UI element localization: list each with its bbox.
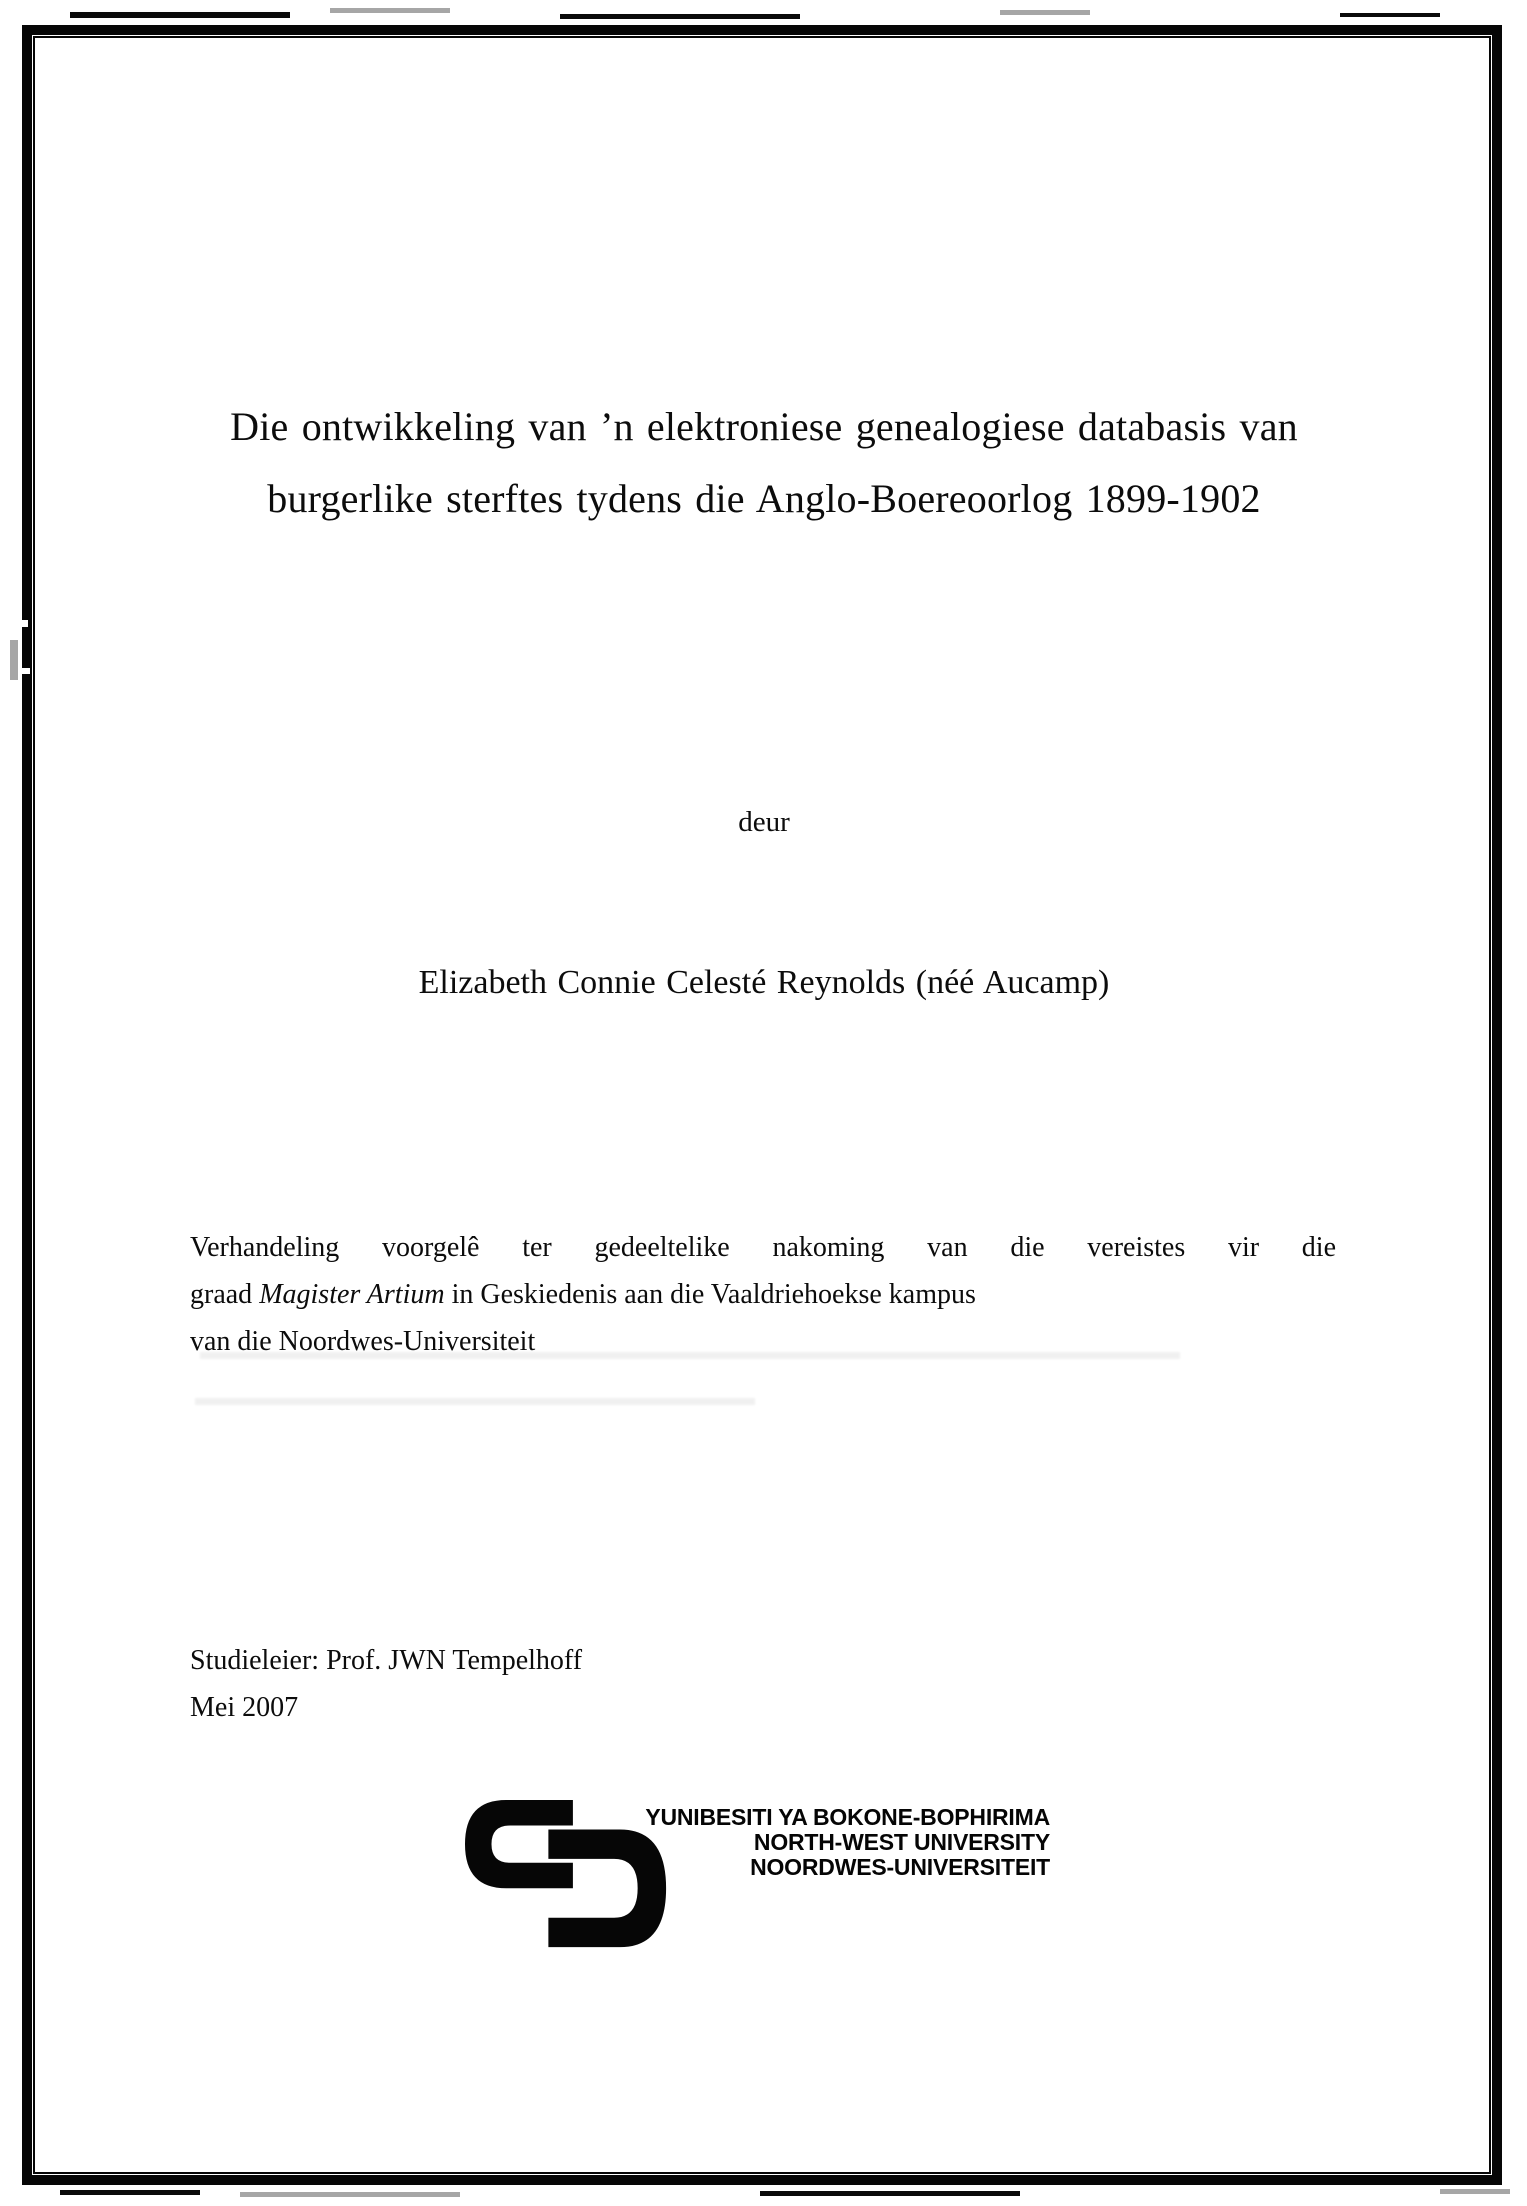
degree-statement-line-2 [190, 1278, 1336, 1312]
scan-artifact [1000, 10, 1090, 15]
scan-artifact [60, 2190, 200, 2195]
byline-label: deur [738, 806, 790, 838]
thesis-title-line-2: burgerlike sterftes tydens die Anglo-Boereoorlog 1899-1902 [267, 476, 1261, 521]
scan-artifact [560, 14, 800, 19]
degree-name: Magister Artium [259, 1279, 445, 1310]
scan-artifact [240, 2192, 460, 2197]
scan-artifact [20, 620, 28, 627]
nwu-logo-text [588, 1805, 1050, 1880]
scan-artifact [195, 1398, 755, 1405]
scan-artifact [21, 668, 30, 674]
statement-prefix: graad [190, 1279, 260, 1310]
nwu-logo-line-afrikaans: NOORDWES-UNIVERSITEIT [750, 1854, 1050, 1880]
scan-artifact [70, 12, 290, 18]
nwu-logo-line-english: NORTH-WEST UNIVERSITY [753, 1829, 1050, 1855]
scan-artifact [760, 2191, 1020, 2196]
scan-artifact [1340, 13, 1440, 17]
author-name: Elizabeth Connie Celesté Reynolds (néé Aucamp) [418, 964, 1110, 1001]
scan-artifact [10, 640, 18, 680]
scan-artifact [1440, 2189, 1510, 2194]
scan-artifact [330, 8, 450, 13]
degree-statement-line-3: van die Noordwes-Universiteit [190, 1326, 536, 1357]
supervisor-line: Studieleier: Prof. JWN Tempelhoff [190, 1645, 583, 1676]
statement-suffix: in Geskiedenis aan die Vaaldriehoekse kampus [444, 1279, 976, 1310]
thesis-title-line-1: Die ontwikkeling van ’n elektroniese genealogiese databasis van [230, 404, 1298, 449]
degree-statement-line-1: Verhandeling voorgelê ter gedeeltelike nakoming van die vereistes vir die [190, 1232, 1336, 1263]
date-line: Mei 2007 [190, 1692, 299, 1723]
nwu-logo-line-setswana: YUNIBESITI YA BOKONE-BOPHIRIMA [645, 1804, 1050, 1830]
